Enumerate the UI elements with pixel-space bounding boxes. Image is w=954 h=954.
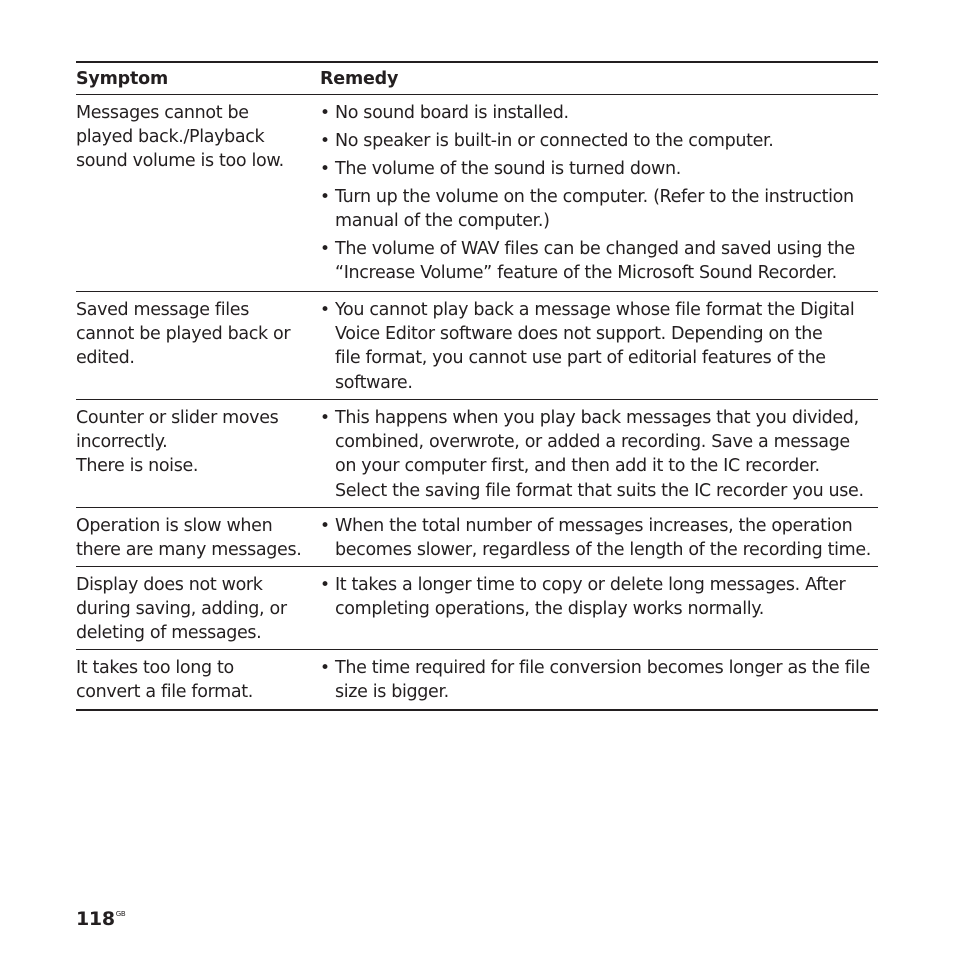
remedy-item bbox=[320, 656, 878, 704]
table-row bbox=[76, 292, 878, 400]
remedy-cell bbox=[320, 514, 878, 566]
remedy-item bbox=[320, 237, 878, 285]
remedy-text: This happens when you play back messages that you divided, combined, overwrote, or added a recording. Save a message on your computer first, and then add it to the IC recorder. Select the saving file format that suits the IC recorder you use. bbox=[335, 408, 864, 501]
remedy-cell bbox=[320, 406, 878, 507]
remedy-item bbox=[320, 185, 878, 233]
symptom-cell: Operation is slow when there are many messages. bbox=[76, 516, 302, 561]
bullet-icon: • bbox=[320, 300, 330, 320]
remedy-text: The volume of the sound is turned down. bbox=[335, 159, 681, 179]
symptom-cell: Counter or slider moves incorrectly. There is noise. bbox=[76, 408, 279, 477]
remedy-text: The time required for file conversion becomes longer as the file size is bigger. bbox=[335, 658, 870, 703]
symptom-cell: Display does not work during saving, adding, or deleting of messages. bbox=[76, 575, 287, 644]
bullet-icon: • bbox=[320, 516, 330, 536]
remedy-cell bbox=[320, 573, 878, 649]
remedy-text: No sound board is installed. bbox=[335, 103, 569, 123]
symptom-cell: Messages cannot be played back./Playback sound volume is too low. bbox=[76, 103, 284, 172]
remedy-text: You cannot play back a message whose file format the Digital Voice Editor software does not support. Depending on the file format, you cannot use part of editorial features of the software. bbox=[335, 300, 855, 393]
remedy-item bbox=[320, 514, 878, 562]
bullet-icon: • bbox=[320, 658, 330, 678]
troubleshooting-table bbox=[76, 61, 878, 711]
bullet-icon: • bbox=[320, 131, 330, 151]
bullet-icon: • bbox=[320, 103, 330, 123]
bullet-icon: • bbox=[320, 159, 330, 179]
table-row bbox=[76, 508, 878, 567]
header-symptom: Symptom bbox=[76, 68, 168, 89]
remedy-item bbox=[320, 101, 878, 125]
table-row bbox=[76, 567, 878, 650]
symptom-cell: Saved message files cannot be played back or edited. bbox=[76, 300, 291, 369]
bullet-icon: • bbox=[320, 408, 330, 428]
table-row bbox=[76, 400, 878, 508]
bullet-icon: • bbox=[320, 239, 330, 260]
table-header-row bbox=[76, 61, 878, 95]
header-remedy: Remedy bbox=[320, 68, 399, 89]
bullet-icon: • bbox=[320, 187, 330, 207]
remedy-item bbox=[320, 129, 878, 153]
remedy-cell bbox=[320, 101, 878, 291]
remedy-text: The volume of WAV files can be changed and saved using the “Increase Volume” feature of the Microsoft Sound Recorder. bbox=[335, 239, 855, 284]
page-number bbox=[76, 908, 125, 930]
remedy-cell bbox=[320, 656, 878, 709]
page-number-value: 118 bbox=[76, 908, 115, 930]
table-row bbox=[76, 95, 878, 292]
remedy-item bbox=[320, 157, 878, 181]
remedy-text: Turn up the volume on the computer. (Refer to the instruction manual of the computer.) bbox=[335, 187, 854, 232]
remedy-text: No speaker is built-in or connected to the computer. bbox=[335, 131, 774, 151]
remedy-text: When the total number of messages increases, the operation becomes slower, regardless of the length of the recording time. bbox=[335, 516, 871, 561]
table-row bbox=[76, 650, 878, 711]
remedy-item bbox=[320, 406, 878, 503]
symptom-cell: It takes too long to convert a file format. bbox=[76, 658, 253, 703]
remedy-cell bbox=[320, 298, 878, 399]
remedy-item bbox=[320, 573, 878, 621]
page-number-suffix: GB bbox=[115, 910, 126, 918]
remedy-text: It takes a longer time to copy or delete long messages. After completing operations, the display works normally. bbox=[335, 575, 846, 620]
bullet-icon: • bbox=[320, 575, 330, 595]
remedy-item bbox=[320, 298, 878, 395]
